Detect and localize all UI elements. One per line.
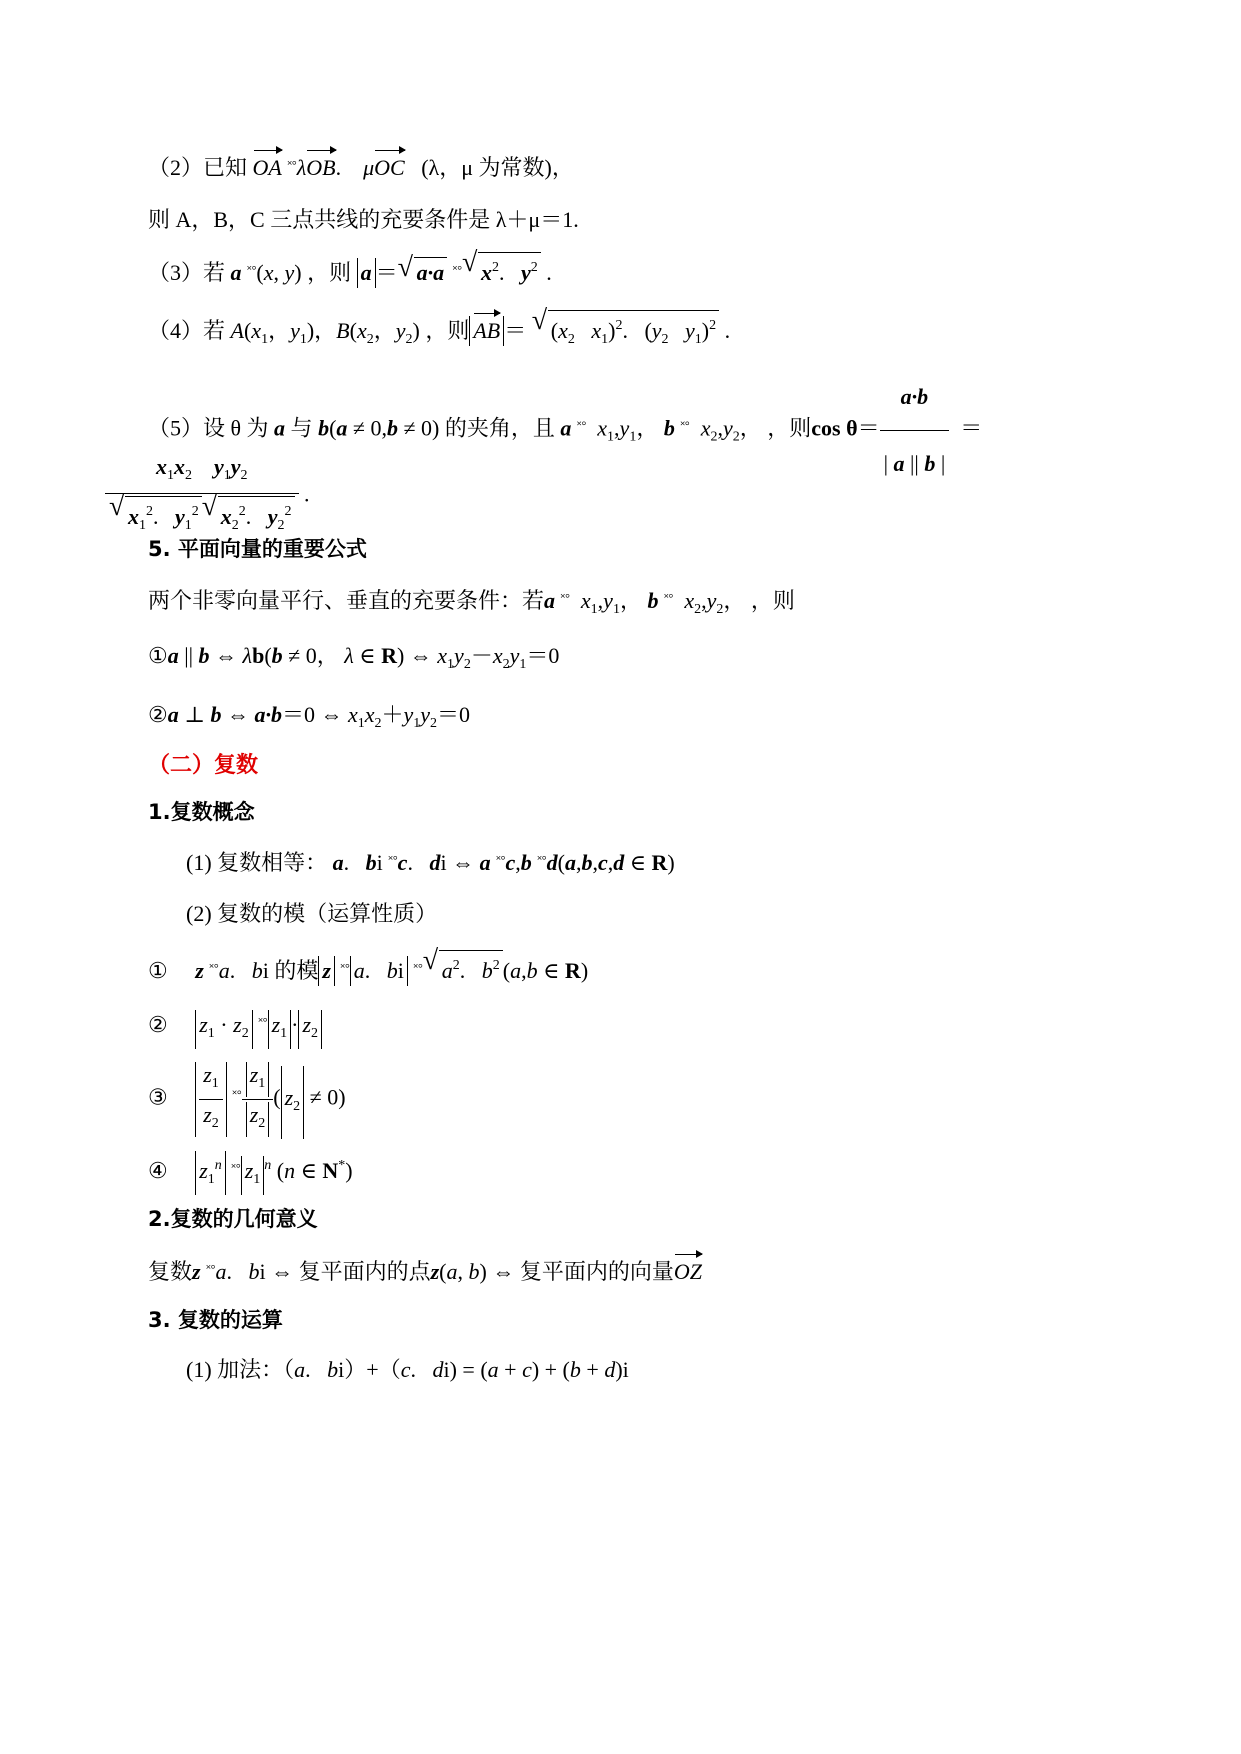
modulus-property-1: ① z ˟°a. bi 的模 z ˟° a. bi ˟° √ $a^2$. $b^2$ (a,b ∈ R) xyxy=(148,950,588,986)
complex-operations-title: 3. 复数的运算 xyxy=(148,1308,283,1332)
addition-label: (1) 加法： xyxy=(186,1357,284,1382)
item-5-then: ，则 xyxy=(767,415,812,441)
sqrt-x2y2: √ $x^2$. $y^2$ xyxy=(462,252,541,288)
section-5-intro-text: 两个非零向量平行、垂直的充要条件：若 xyxy=(148,588,545,613)
marker-3: ③ xyxy=(148,1084,168,1110)
item-2-prefix: （2）已知 xyxy=(148,155,248,180)
item-4-prefix: （4）若 xyxy=(148,318,226,343)
item-2-conclusion: 则 A，B，C 三点共线的充要条件是 λ＋μ＝1. xyxy=(148,207,579,232)
formula-parallel: ①a || b ⇔ λb(b ≠ 0， λ ∈ R) ⇔ $x_1y_2-x_2y_1=0$ xyxy=(148,643,560,672)
marker-4: ④ xyxy=(148,1158,168,1183)
item-5-prefix: （5）设 θ 为 xyxy=(148,415,269,441)
geometry-text-a: 复数 xyxy=(148,1259,193,1284)
item-4: （4）若 $A(x_1$，$y_1$)，$B(x_2$，$y_2$) ，则 AB ＝ √ ($x_2$ $x_1)^2$. ($y_2$ $y_1)^2$ . xyxy=(148,310,730,355)
modulus-of-label: 的模 xyxy=(274,958,319,983)
formula-perpendicular: ②a ⊥ b ⇔ a·b＝0 ⇔ $x_1x_2+y_1y_2=0$ xyxy=(148,702,471,731)
complex-addition: (1) 加法：（a. bi）+（c. di) = (a + c) + (b + d)i xyxy=(186,1357,629,1382)
vector-ob: OB xyxy=(306,153,335,183)
item-5-with: 与 xyxy=(290,415,313,441)
marker-1: ① xyxy=(148,958,168,983)
complex-concept-title: 1.复数概念 xyxy=(148,800,255,824)
placeholder-glyph: ˟° xyxy=(287,158,297,172)
modulus-property-2: ② $z_1 \cdot z_2$ ˟° $z_1 \cdot z_2$ xyxy=(148,1007,322,1049)
item-4-mid: ，则 xyxy=(425,318,470,343)
fraction-cos-coordinates: $x_1x_2$ $y_1y_2$ √ $x_1^2$. $y_1^2$ √ $x_2^2$. $y_2^2$ xyxy=(105,452,299,541)
section-5-title: 5. 平面向量的重要公式 xyxy=(148,537,367,561)
cos-theta: cos θ xyxy=(811,415,858,441)
item-3-mid: ，则 xyxy=(307,260,352,285)
sqrt-distance: √ ($x_2$ $x_1)^2$. ($y_2$ $y_1)^2$ xyxy=(532,310,719,355)
fraction-ab-over-norms: $\frac{a\cdot b}{| a || b |}$ xyxy=(880,366,950,495)
vector-oc: OC xyxy=(374,153,405,183)
modulus-property-3: ③ $\frac{z_1}{z_2}$ ˟° $\frac{z_1}{z_2}$ ( $z_2 \ne 0$) xyxy=(148,1062,346,1139)
marker-1: ① xyxy=(148,643,168,668)
geometry-text-c: 复平面内的向量 xyxy=(519,1259,674,1284)
vector-ab: AB xyxy=(473,316,500,346)
section-5-then: ，则 xyxy=(750,588,795,613)
complex-equality-label: (1) 复数相等： xyxy=(186,850,328,875)
geometry-text-b: 复平面内的点 xyxy=(298,1259,431,1284)
marker-2: ② xyxy=(148,1012,168,1037)
item-5-angle: 的夹角，且 xyxy=(444,415,555,441)
complex-geometry-title: 2.复数的几何意义 xyxy=(148,1207,318,1231)
item-5-cos-expansion: $x_1x_2$ $y_1y_2$ √ $x_1^2$. $y_1^2$ √ $x_2^2$. $y_2^2$ . xyxy=(105,452,310,541)
marker-2: ② xyxy=(148,702,168,727)
vector-oa: OA xyxy=(253,153,282,183)
complex-geometry-text: 复数z ˟°a. bi ⇔ 复平面内的点z(a, b) ⇔ 复平面内的向量OZ xyxy=(148,1254,702,1287)
vector-oz: OZ xyxy=(674,1257,702,1287)
complex-numbers-title: （二）复数 xyxy=(148,753,259,778)
modulus-property-4: ④ $z_1^n$ ˟° $z_1^n$ (n ∈ N*) xyxy=(148,1151,353,1195)
item-3: （3）若 a ˟°(x, y) ，则 a ＝ √ a·a ˟° √ $x^2$. $y^2$ . xyxy=(148,252,552,288)
item-5: （5）设 θ 为 a 与 b(a ≠ 0,b ≠ 0) 的夹角，且 a ˟° $x_1,y_1$， b ˟° $x_2,y_2$， ，则cos θ＝ $\frac{a\cdot b}{| a || b |}$ ＝ xyxy=(148,366,982,495)
sqrt-aa: √ a·a xyxy=(398,257,448,288)
complex-modulus-label: (2) 复数的模（运算性质） xyxy=(186,901,438,926)
complex-equality: (1) 复数相等： a. bi ˟°c. di ⇔ a ˟°c,b ˟°d(a,b,c,d ∈ R) xyxy=(186,850,675,875)
section-5-intro: 两个非零向量平行、垂直的充要条件：若a ˟° $x_1,y_1$， b ˟° $x_2,y_2$， ，则 xyxy=(148,588,795,617)
item-2: （2）已知 OA ˟°λOB. μOC (λ，μ 为常数)， xyxy=(148,150,574,183)
item-3-prefix: （3）若 xyxy=(148,260,226,285)
item-2-suffix: (λ，μ 为常数)， xyxy=(421,155,574,180)
